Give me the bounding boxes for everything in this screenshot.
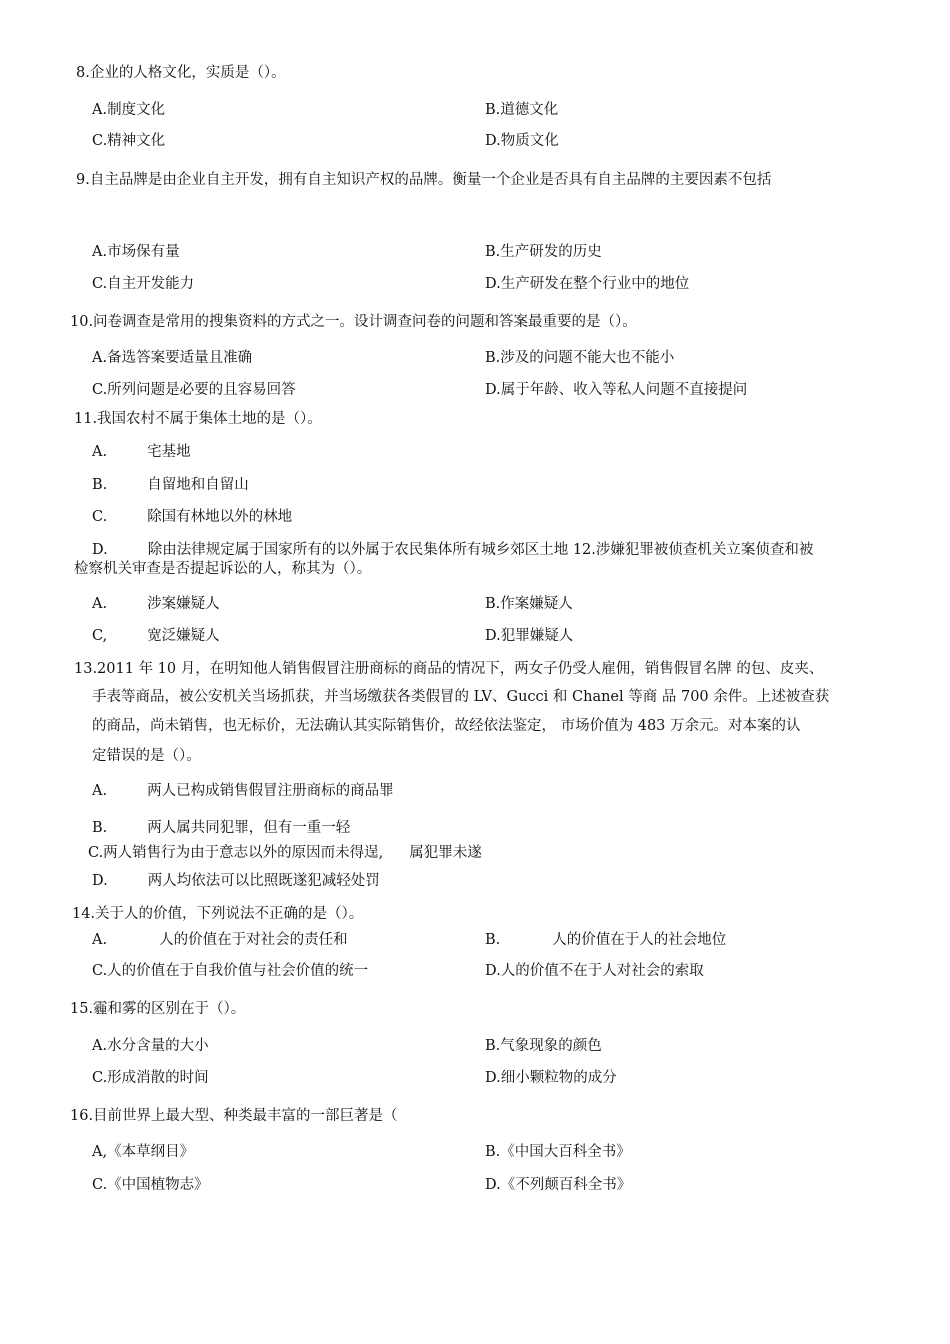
question-15-option-b: B.气象现象的颜色 xyxy=(485,1038,602,1054)
option-text: 涉案嫌疑人 xyxy=(147,596,220,612)
option-label: C, xyxy=(92,628,108,644)
question-10-option-d: D.属于年龄、收入等私人问题不直接提问 xyxy=(485,382,748,398)
option-text: 人的价值在于对社会的责任和 xyxy=(159,932,348,948)
question-12-option-b: B.作案嫌疑人 xyxy=(485,596,573,612)
question-9-option-a: A.市场保有量 xyxy=(92,244,180,260)
question-12-option-c xyxy=(92,626,220,646)
question-11-stem: 11.我国农村不属于集体土地的是（）。 xyxy=(74,411,322,427)
option-text: 两人属共同犯罪，但有一重一轻 xyxy=(147,820,351,836)
question-14-option-d: D.人的价值不在于人对社会的索取 xyxy=(485,963,704,979)
question-14-option-a xyxy=(92,930,348,950)
question-8-stem: 8.企业的人格文化，实质是（）。 xyxy=(76,65,286,81)
option-label: A. xyxy=(92,932,108,948)
question-14-option-c: C.人的价值在于自我价值与社会价值的统一 xyxy=(92,963,369,979)
question-13-option-b xyxy=(92,818,350,838)
question-13-option-c xyxy=(88,843,482,863)
question-9-option-b: B.生产研发的历史 xyxy=(485,244,602,260)
question-10-stem: 10.问卷调查是常用的搜集资料的方式之一。设计调查问卷的问题和答案最重要的是（）。 xyxy=(70,314,637,330)
question-13-option-a xyxy=(92,781,394,801)
question-9-option-d: D.生产研发在整个行业中的地位 xyxy=(485,276,690,292)
question-12-option-a xyxy=(92,594,220,614)
option-label: D. xyxy=(92,873,108,889)
question-16-option-a: A,《本草纲目》 xyxy=(92,1144,195,1160)
question-8-option-c: C.精神文化 xyxy=(92,133,166,149)
option-text: C.两人销售行为由于意志以外的原因而未得逞, xyxy=(88,845,384,861)
option-text: 两人已构成销售假冒注册商标的商品罪 xyxy=(147,783,394,799)
option-label: A. xyxy=(92,444,108,460)
option-text: 除由法律规定属于国家所有的以外属于农民集体所有城乡郊区土地 12.涉嫌犯罪被侦查机关立案侦查和被 xyxy=(147,542,814,558)
option-text: 自留地和自留山 xyxy=(147,477,249,493)
option-text-cont: 属犯罪未遂 xyxy=(409,845,482,861)
option-label: B. xyxy=(92,820,108,836)
option-label: D. xyxy=(92,542,108,558)
question-11-option-a xyxy=(92,442,191,462)
question-16-option-c: C.《中国植物志》 xyxy=(92,1177,209,1193)
question-14-stem: 14.关于人的价值，下列说法不正确的是（）。 xyxy=(72,906,364,922)
question-13-option-d xyxy=(92,871,380,891)
option-label: B. xyxy=(92,477,108,493)
question-13-stem-line-3: 的商品，尚未销售，也无标价，无法确认其实际销售价，故经依法鉴定， 市场价值为 483 万余元。对本案的认 xyxy=(92,718,801,734)
question-13-stem-line-1: 13.2011 年 10 月，在明知他人销售假冒注册商标的商品的情况下，两女子仍受人雇佣，销售假冒名牌 的包、皮夹、 xyxy=(74,661,824,677)
question-10-option-b: B.涉及的问题不能大也不能小 xyxy=(485,350,675,366)
question-15-option-a: A.水分含量的大小 xyxy=(92,1038,209,1054)
question-13-stem-line-2: 手表等商品，被公安机关当场抓获，并当场缴获各类假冒的 LV、Gucci 和 Chanel 等商 品 700 余件。上述被查获 xyxy=(92,689,830,705)
question-9-option-c: C.自主开发能力 xyxy=(92,276,195,292)
question-13-stem-line-4: 定错误的是（）。 xyxy=(92,748,201,764)
question-15-option-c: C.形成消散的时间 xyxy=(92,1070,209,1086)
option-text: 两人均依法可以比照既遂犯减轻处罚 xyxy=(147,873,380,889)
question-14-option-b xyxy=(485,930,726,950)
option-text: 宽泛嫌疑人 xyxy=(147,628,220,644)
option-text: 除国有林地以外的林地 xyxy=(147,509,293,525)
question-8-option-d: D.物质文化 xyxy=(485,133,559,149)
option-label: A. xyxy=(92,596,108,612)
question-11-option-b xyxy=(92,475,249,495)
question-16-option-d: D.《不列颠百科全书》 xyxy=(485,1177,632,1193)
question-10-option-a: A.备选答案要适量且准确 xyxy=(92,350,253,366)
option-label: B. xyxy=(485,932,501,948)
question-11-option-c xyxy=(92,507,292,527)
question-16-stem: 16.目前世界上最大型、种类最丰富的一部巨著是（ xyxy=(70,1108,398,1124)
option-text: 人的价值在于人的社会地位 xyxy=(552,932,727,948)
question-11-option-d-continuation: 检察机关审查是否提起诉讼的人，称其为（）。 xyxy=(74,561,372,577)
question-10-option-c: C.所列问题是必要的且容易回答 xyxy=(92,382,296,398)
question-9-stem: 9.自主品牌是由企业自主开发，拥有自主知识产权的品牌。衡量一个企业是否具有自主品牌的主要因素不包括 xyxy=(76,172,772,188)
option-label: C. xyxy=(92,509,108,525)
option-text: 宅基地 xyxy=(147,444,191,460)
question-12-option-d: D.犯罪嫌疑人 xyxy=(485,628,574,644)
question-8-option-b: B.道德文化 xyxy=(485,102,559,118)
question-15-stem: 15.霾和雾的区别在于（）。 xyxy=(70,1001,246,1017)
question-15-option-d: D.细小颗粒物的成分 xyxy=(485,1070,617,1086)
option-label: A. xyxy=(92,783,108,799)
question-16-option-b: B.《中国大百科全书》 xyxy=(485,1144,631,1160)
question-11-option-d xyxy=(92,540,813,560)
question-8-option-a: A.制度文化 xyxy=(92,102,166,118)
